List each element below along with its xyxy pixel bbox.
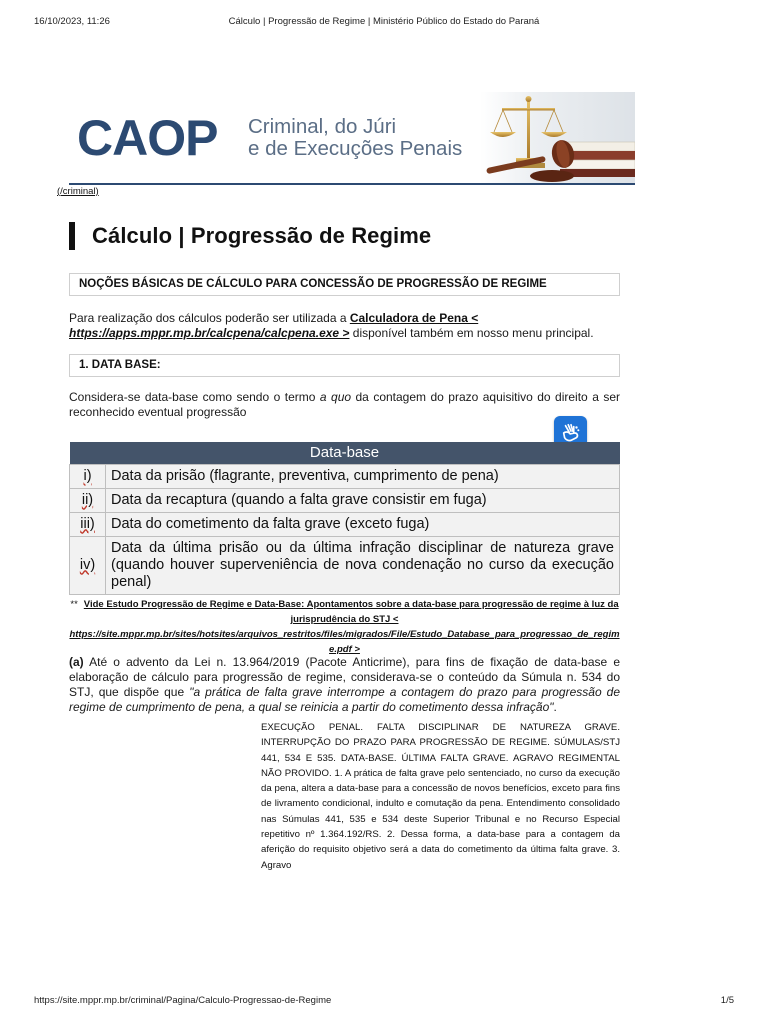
criminal-breadcrumb-link[interactable]: (/criminal) [57, 186, 99, 197]
row-text: Data da prisão (flagrante, preventiva, cumprimento de pena) [106, 464, 620, 488]
table-row [70, 512, 620, 536]
row-number [70, 488, 106, 512]
page-title: Cálculo | Progressão de Regime [92, 223, 432, 248]
definition-text: Considera-se data-base como sendo o termo [69, 390, 320, 404]
row-number [70, 536, 106, 594]
hand-sign-language-icon [560, 422, 582, 444]
calculadora-link-label[interactable]: Calculadora de Pena < [349, 311, 479, 325]
banner-tagline-line2: e de Execuções Penais [248, 137, 463, 160]
footnote-link-text[interactable]: Vide Estudo Progressão de Regime e Data-Base: Apontamentos sobre a data-base para progressão de regime à luz da jurisprudência do STJ < [83, 599, 619, 625]
caop-banner[interactable] [69, 92, 635, 184]
intro-text-end: disponível também em nosso menu principal. [349, 326, 594, 340]
table-header: Data-base [70, 442, 620, 464]
print-document-title: Cálculo | Progressão de Regime | Ministério Público do Estado do Paraná [228, 16, 540, 27]
print-datetime: 16/10/2023, 11:26 [34, 16, 110, 27]
footnote-marker: ** [70, 599, 78, 610]
section-heading-data-base: 1. DATA BASE: [69, 354, 620, 377]
table-row [70, 464, 620, 488]
print-url: https://site.mppr.mp.br/criminal/Pagina/Calculo-Progressao-de-Regime [34, 995, 332, 1006]
banner-brand: CAOP [77, 110, 218, 166]
page-heading [69, 222, 431, 250]
print-page-number: 1/5 [720, 995, 734, 1006]
row-number-text: iii) [80, 515, 95, 532]
jurisprudence-quote: EXECUÇÃO PENAL. FALTA DISCIPLINAR DE NATUREZA GRAVE. INTERRUPÇÃO DO PRAZO PARA PROGRESSÃO DE REGIME. SÚMULAS/STJ 441, 534 E 535. DATA-BASE. ÚLTIMA FALTA GRAVE. AGRAVO REGIMENTAL NÃO PROVIDO. 1. A prática de falta grave pelo sentenciado, no curso da execução da pena, altera a data-base para a concessão de novos benefícios, exceto para fins de livramento condicional, indulto e comutação da pena. Entendimento consolidado nas Súmulas 441, 535 e 534 deste Superior Tribunal e no Recurso Especial repetitivo nº 1.364.192/RS. 2. Dessa forma, a data-base para a contagem da aferição do requisito objetivo será a data do cometimento da última falta grave. 3. Agravo [261, 722, 620, 871]
paragraph-a-end: . [553, 700, 557, 714]
paragraph-a-text: Até o advento da Lei n. 13.964/2019 (Pacote Anticrime), para fins de fixação de data-base e elaboração de cálculo para progressão de regime, considerava-se o conteúdo da Súmula n. 534 do STJ, que dispõe que [69, 655, 620, 699]
paragraph-a-label: (a) [69, 655, 84, 669]
table-row [70, 536, 620, 594]
row-number-text: ii) [81, 491, 94, 508]
paragraph-a [69, 655, 620, 715]
heading-accent-bar [69, 222, 75, 250]
row-number [70, 512, 106, 536]
footnote-link-url[interactable]: https://site.mppr.mp.br/sites/hotsites/arquivos_restritos/files/migrados/File/Estudo_Database_para_progressao_de_regime.pdf > [69, 629, 620, 655]
banner-divider [69, 183, 635, 185]
banner-tagline [248, 116, 462, 160]
calculadora-link-url[interactable]: https://apps.mppr.mp.br/calcpena/calcpena.exe > [69, 326, 350, 340]
row-text: Data do cometimento da falta grave (exceto fuga) [106, 512, 620, 536]
banner-tagline-line1: Criminal, do Júri [248, 115, 397, 138]
row-number [70, 464, 106, 488]
intro-text: Para realização dos cálculos poderão ser utilizada a [69, 311, 350, 325]
row-number-text: i) [83, 467, 92, 484]
scales-of-justice-icon [480, 92, 635, 184]
row-text: Data da recaptura (quando a falta grave consistir em fuga) [106, 488, 620, 512]
row-text: Data da última prisão ou da última infração disciplinar de natureza grave (quando houver superveniência de nova condenação no curso da execução penal) [106, 536, 620, 594]
footnote-estudo-link[interactable] [69, 597, 620, 657]
data-base-definition [69, 390, 620, 420]
table-row [70, 488, 620, 512]
section-heading-nocoes: NOÇÕES BÁSICAS DE CÁLCULO PARA CONCESSÃO DE PROGRESSÃO DE REGIME [69, 273, 620, 296]
definition-text-end: da contagem do prazo aquisitivo do direito a ser reconhecido eventual progressão [69, 390, 620, 419]
intro-paragraph [69, 311, 620, 341]
definition-emphasis: a quo [319, 390, 352, 404]
sumula-quote: "a prática de falta grave interrompe a contagem do prazo para progressão de regime de cumprimento de pena, a qual se reinicia a partir do cometimento dessa infração" [69, 685, 620, 714]
data-base-table [69, 442, 620, 595]
row-number-text: iv) [79, 556, 96, 573]
